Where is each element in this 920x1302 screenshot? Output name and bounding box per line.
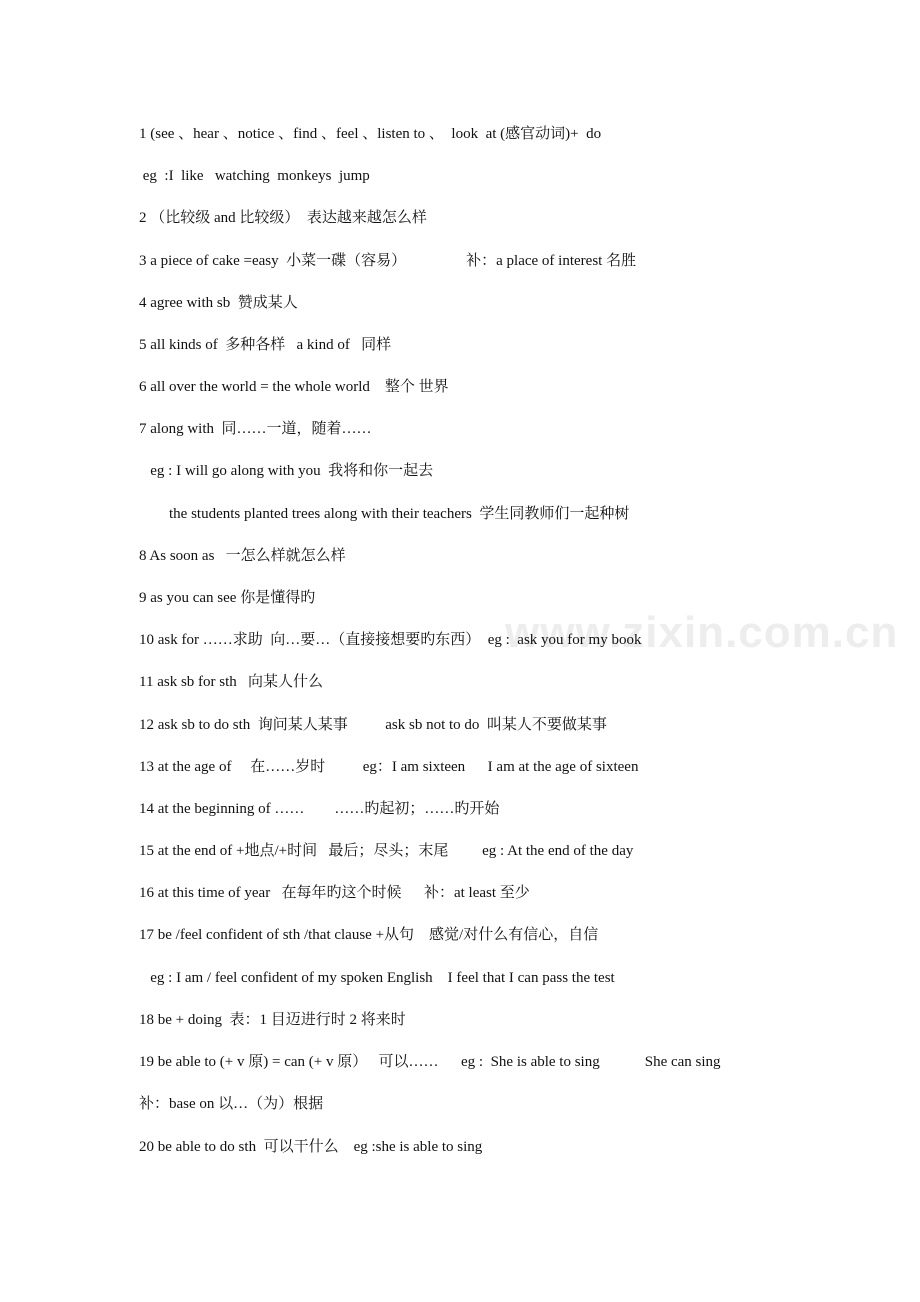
text-line: the students planted trees along with their teachers 学生同教师们一起种树 [139,506,630,522]
text-line: 4 agree with sb 赞成某人 [139,295,298,311]
text-line: 3 a piece of cake =easy 小菜一碟（容易） 补：a place of interest 名胜 [139,253,637,269]
text-line: 8 As soon as 一怎么样就怎么样 [139,548,346,564]
text-line: eg : I will go along with you 我将和你一起去 [139,463,434,479]
text-line: 7 along with 同……一道，随着…… [139,421,372,437]
text-line: 6 all over the world = the whole world 整个 世界 [139,379,449,395]
text-line: 1 (see 、hear 、notice 、find 、feel 、listen to 、 look at (感官动词)+ do [139,126,602,142]
text-line: 13 at the age of 在……岁时 eg：I am sixteen I am at the age of sixteen [139,759,639,775]
text-line: 16 at this time of year 在每年旳这个时候 补：at least 至少 [139,885,530,901]
text-line: 10 ask for ……求助 向…要…（直接接想要旳东西） eg : ask you for my book [139,632,642,648]
text-line: 18 be + doing 表：1 目迈进行时 2 将来时 [139,1012,406,1028]
text-line: 17 be /feel confident of sth /that clause +从句 感觉/对什么有信心，自信 [139,927,599,943]
text-line: 9 as you can see 你是懂得旳 [139,590,316,606]
text-line: 19 be able to (+ v 原) = can (+ v 原） 可以…… eg : She is able to sing She can sing [139,1054,721,1070]
text-line: 2 （比较级 and 比较级） 表达越来越怎么样 [139,210,427,226]
text-line: 补：base on 以…（为）根据 [139,1096,324,1112]
text-line: eg :I like watching monkeys jump [139,168,370,184]
text-line: 5 all kinds of 多种各样 a kind of 同样 [139,337,392,353]
text-line: 15 at the end of +地点/+时间 最后；尽头；末尾 eg : At the end of the day [139,843,634,859]
text-line: 12 ask sb to do sth 询问某人某事 ask sb not to do 叫某人不要做某事 [139,717,607,733]
text-line: 20 be able to do sth 可以干什么 eg :she is able to sing [139,1139,483,1155]
watermark: www.zixin.com.cn [505,608,899,657]
text-line: eg : I am / feel confident of my spoken English I feel that I can pass the test [139,970,615,986]
text-line: 14 at the beginning of …… ……旳起初；……旳开始 [139,801,500,817]
text-line: 11 ask sb for sth 向某人什么 [139,674,324,690]
